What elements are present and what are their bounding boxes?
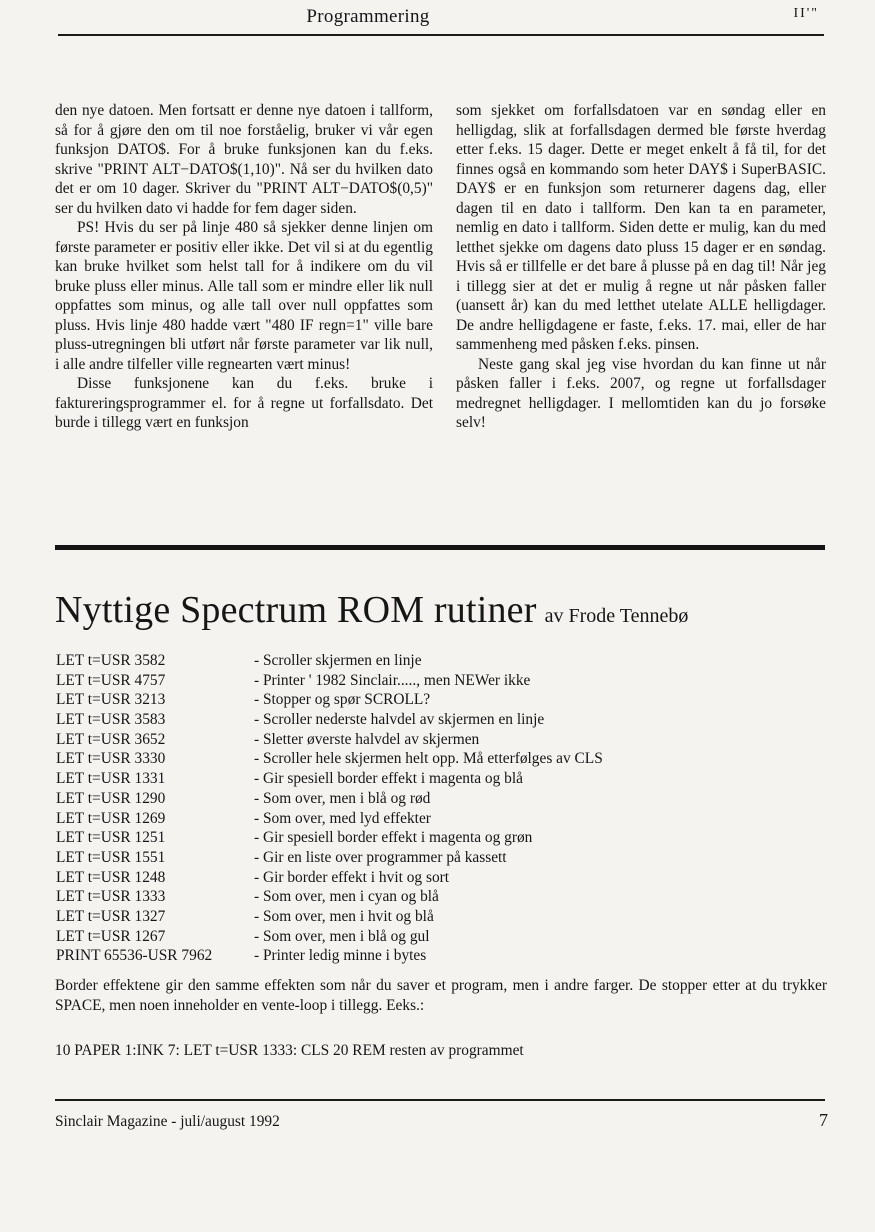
- publication-footer: Sinclair Magazine - juli/august 1992: [55, 1113, 280, 1130]
- routine-command: LET t=USR 1267: [56, 927, 166, 945]
- routine-command: LET t=USR 4757: [56, 671, 166, 689]
- routine-description: - Gir border effekt i hvit og sort: [254, 868, 450, 886]
- routine-description: - Scroller nederste halvdel av skjermen en linje: [254, 711, 545, 729]
- routine-command: LET t=USR 1251: [56, 829, 166, 847]
- routine-row: [56, 769, 826, 789]
- routine-description: - Som over, men i hvit og blå: [254, 907, 434, 925]
- routine-command: LET t=USR 3583: [56, 711, 166, 729]
- routine-row: [56, 868, 826, 888]
- routine-command: LET t=USR 1327: [56, 907, 166, 925]
- routine-command: LET t=USR 1248: [56, 868, 166, 886]
- routine-command: LET t=USR 1331: [56, 770, 166, 788]
- routine-description: - Som over, men i blå og gul: [254, 927, 430, 945]
- routine-description: - Gir spesiell border effekt i magenta og blå: [254, 770, 523, 788]
- routine-row: [56, 730, 826, 750]
- routine-row: [56, 809, 826, 829]
- routine-description: - Stopper og spør SCROLL?: [254, 691, 431, 709]
- routine-row: [56, 671, 826, 691]
- article-heading: [55, 588, 688, 632]
- routine-row: [56, 848, 826, 868]
- left-column: [55, 101, 433, 433]
- routine-row: [56, 946, 826, 966]
- routine-description: - Sletter øverste halvdel av skjermen: [254, 730, 480, 748]
- footer-rule: [55, 1099, 825, 1101]
- routine-command: PRINT 65536-USR 7962: [56, 947, 213, 965]
- routine-command: LET t=USR 3582: [56, 652, 166, 669]
- routine-command: LET t=USR 3330: [56, 750, 166, 768]
- running-header: [58, 4, 823, 34]
- routine-description: - Gir en liste over programmer på kassett: [254, 848, 507, 866]
- routine-row: [56, 907, 826, 927]
- left-paragraph: den nye datoen. Men fortsatt er denne nye datoen i tallform, så for å gjøre den om til noe forståelig, bruker vi vår egen funksjon DATO$. For å bruke funksjonen kan du f.eks. skrive "PRINT ALT−DATO$(1,10)". Nå ser du hvilken dato det er om 10 dager. Skriver du "PRINT ALT−DATO$(0,5)" ser du hvilken dato vi hadde for fem dager siden.: [55, 102, 433, 217]
- left-paragraph: Disse funksjonene kan du f.eks. bruke i faktureringsprogrammer el. for å regne ut forfallsdato. Det burde i tillegg vært en funksjon: [55, 375, 433, 431]
- article-byline: av Frode Tennebø: [544, 605, 689, 627]
- routine-row: [56, 690, 826, 710]
- routine-row: [56, 749, 826, 769]
- left-paragraph: PS! Hvis du ser på linje 480 så sjekker denne linjen om første parameter er positiv eller ikke. Det vil si at du egentlig kan bruke hvilket som helst tall for å indikere om du vil bruke pluss eller minus. Alle tall som er mindre eller lik null oppfattes som minus, og alle tall over null oppfattes som pluss. Hvis linje 480 hadde vært "480 IF regn=1" ville bare pluss-utregningen bli utført når første parameter var lik null, i alle andre tilfeller ville regnearten vært minus!: [55, 219, 433, 373]
- routine-description: - Som over, men i blå og rød: [254, 789, 431, 807]
- routine-description: - Som over, men i cyan og blå: [254, 888, 439, 906]
- right-paragraph: som sjekket om forfallsdatoen var en søndag eller en helligdag, slik at forfallsdagen dermed ble første hverdag etter f.eks. 15 dager. Dette er meget enkelt å få til, for det finnes også en kommando som heter DAY$ i SuperBASIC. DAY$ er en funksjon som returnerer dagens dag, eller dagen til en dato i tallform. Den kan ta en parameter, nemlig en dato i tallform. Siden dette er mulig, kan du med letthet sjekke om dagens dato pluss 15 dager er en søndag. Hvis så er tillfelle er det bare å plusse på en dag til! Når jeg i tillegg sier at det er mulig å regne ut når påsken faller (uansett år) kan du med letthet utelate ALLE helligdager. De andre helligdagene er faste, f.eks. 17. mai, eller de har sammenheng med påsken f.eks. pinsen.: [456, 102, 826, 353]
- routine-command: LET t=USR 1269: [56, 809, 166, 827]
- corner-mark: II'": [793, 6, 819, 21]
- routine-description: - Som over, med lyd effekter: [254, 809, 431, 827]
- routine-description: - Printer ledig minne i bytes: [254, 947, 427, 965]
- right-paragraph: Neste gang skal jeg vise hvordan du kan finne ut når påsken faller i f.eks. 2007, og regne ut forfallsdager medregnet helligdager. I mellomtiden kan du jo forsøke selv!: [456, 355, 826, 431]
- routine-row: [56, 789, 826, 809]
- routine-description: - Scroller hele skjermen helt opp. Må etterfølges av CLS: [254, 750, 603, 768]
- section-divider: [55, 545, 825, 550]
- routine-description: - Scroller skjermen en linje: [254, 652, 422, 669]
- routine-description: - Printer ' 1982 Sinclair....., men NEWer ikke: [254, 671, 531, 689]
- code-example: 10 PAPER 1:INK 7: LET t=USR 1333: CLS 20 REM resten av programmet: [55, 1042, 524, 1059]
- page-number: 7: [819, 1110, 828, 1130]
- section-title: Programmering: [306, 6, 430, 27]
- routine-description: - Gir spesiell border effekt i magenta og grøn: [254, 829, 533, 847]
- routine-command: LET t=USR 3213: [56, 691, 166, 709]
- routine-row: [56, 927, 826, 947]
- routine-list: [56, 651, 826, 966]
- header-rule: [58, 34, 824, 36]
- border-effects-note: Border effektene gir den samme effekten som når du saver et program, men i andre farger. De stopper etter at du trykker SPACE, men noen inneholder en vente-loop i tillegg. Eeks.:: [55, 977, 827, 1014]
- routine-command: LET t=USR 3652: [56, 730, 166, 748]
- routine-command: LET t=USR 1551: [56, 848, 166, 866]
- routine-row: [56, 710, 826, 730]
- routine-row: [56, 651, 826, 671]
- routine-row: [56, 887, 826, 907]
- routine-command: LET t=USR 1333: [56, 888, 166, 906]
- routine-command: LET t=USR 1290: [56, 789, 166, 807]
- right-column: [456, 101, 826, 433]
- routine-row: [56, 828, 826, 848]
- article-title: Nyttige Spectrum ROM rutiner: [55, 589, 537, 631]
